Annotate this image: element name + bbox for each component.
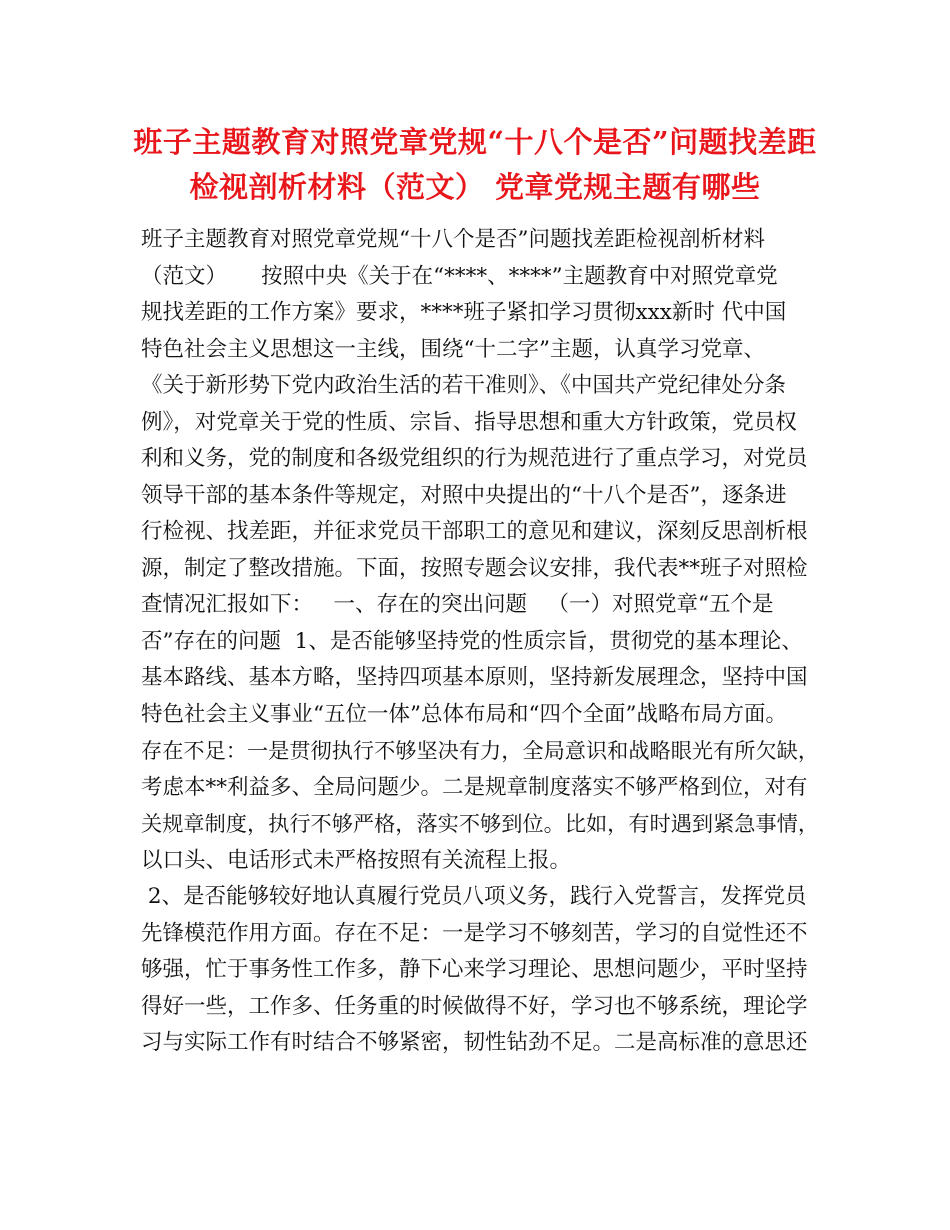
title-line-1: 班子主题教育对照党章党规“十八个是否”问题找差距 xyxy=(133,125,817,159)
body-line: 特色社会主义事业“五位一体”总体布局和“四个全面”战略布局方面。 xyxy=(141,701,787,727)
body-line: 2、是否能够较好地认真履行党员八项义务，践行入党誓言，发挥党员 xyxy=(141,884,807,909)
body-line: （范文） 按照中央《关于在“****、****”主题教育中对照党章党 xyxy=(141,263,778,289)
body-line: 基本路线、基本方略，坚持四项基本原则，坚持新发展理念，坚持中国 xyxy=(141,665,808,690)
body-line: 领导干部的基本条件等规定，对照中央提出的“十八个是否”，逐条进 xyxy=(141,482,787,508)
body-line: 规找差距的工作方案》要求，****班子紧扣学习贯彻xxx新时 代中国 xyxy=(141,300,787,325)
body-line: 考虑本**利益多、全局问题少。二是规章制度落实不够严格到位，对有 xyxy=(141,774,808,800)
body-line: 利和义务，党的制度和各级党组织的行为规范进行了重点学习，对党员 xyxy=(141,446,808,471)
body-line: 以口头、电话形式未严格按照有关流程上报。 xyxy=(141,847,572,873)
body-line: 存在不足：一是贯彻执行不够坚决有力，全局意识和战略眼光有所欠缺， xyxy=(141,738,820,763)
body-line: 关规章制度，执行不够严格，落实不够到位。比如，有时遇到紧急事情， xyxy=(141,811,820,836)
title-line-2: 检视剖析材料（范文） 党章党规主题有哪些 xyxy=(189,170,761,204)
body-line: 《关于新形势下党内政治生活的若干准则》、《中国共产党纪律处分条 xyxy=(141,373,787,398)
body-line: 习与实际工作有时结合不够紧密，韧性钻劲不足。二是高标准的意思还 xyxy=(141,1030,808,1055)
body-line: 例》，对党章关于党的性质、宗旨、指导思想和重大方针政策，党员权 xyxy=(141,409,797,435)
body-line: 班子主题教育对照党章党规“十八个是否”问题找差距检视剖析材料 xyxy=(141,227,765,252)
body-line: 行检视、找差距，并征求党员干部职工的意见和建议，深刻反思剖析根 xyxy=(141,519,808,544)
body-line: 先锋模范作用方面。存在不足：一是学习不够刻苦，学习的自觉性还不 xyxy=(141,920,808,946)
document-title xyxy=(130,120,820,210)
body-line: 特色社会主义思想这一主线，围绕“十二字”主题，认真学习党章、 xyxy=(141,336,765,362)
body-line: 够强，忙于事务性工作多，静下心来学习理论、思想问题少，平时坚持 xyxy=(141,957,808,982)
body-line: 源，制定了整改措施。下面，按照专题会议安排，我代表**班子对照检 xyxy=(141,555,808,581)
body-line: 否”存在的问题 1、是否能够坚持党的性质宗旨，贯彻党的基本理论、 xyxy=(141,628,803,654)
body-line: 查情况汇报如下： 一、存在的突出问题 （一）对照党章“五个是 xyxy=(141,592,774,617)
body-line: 得好一些，工作多、任务重的时候做得不好，学习也不够系统，理论学 xyxy=(141,993,808,1019)
document-body xyxy=(141,222,821,1062)
